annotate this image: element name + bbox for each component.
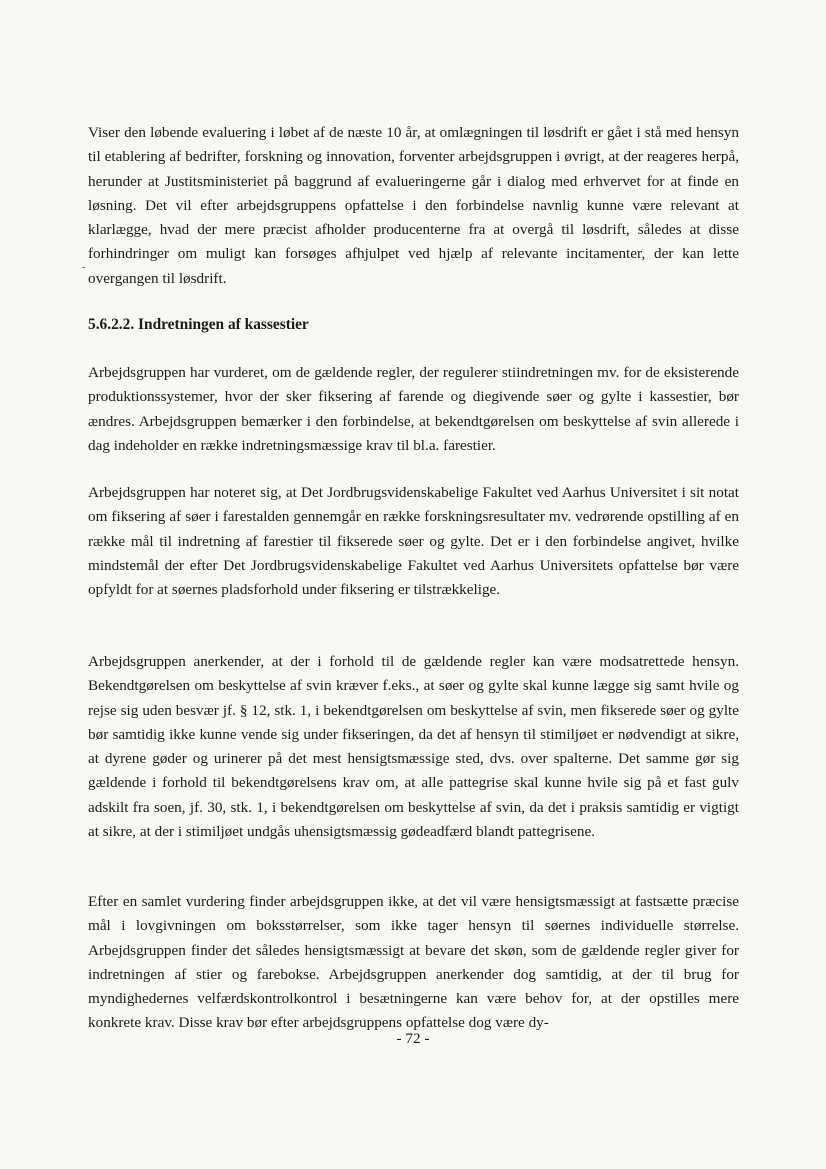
paragraph-text: Efter en samlet vurdering finder arbejdsgruppen ikke, at det vil være hensigtsmæssigt at fastsætte præcise mål i lovgivningen om boksstørrelser, som ikke tager hensyn til søernes individuelle størrelse. Arbejdsgruppen finder det således hensigtsmæssigt at bevare det skøn, som de gældende regler giver for indretningen af stier og farebokse. Arbejdsgruppen anerkender dog samtidig, at der til brug for myndighedernes velfærdskontrolkontrol i besætningerne kan være behov for, at der opstilles mere konkrete krav. Disse krav bør efter arbejdsgruppens opfattelse dog være dy- [88, 893, 739, 1032]
paragraph-overall-assessment [88, 890, 739, 1036]
scan-artifact [82, 267, 85, 268]
paragraph-text: Arbejdsgruppen anerkender, at der i forhold til de gældende regler kan være modsatrettede hensyn. Bekendtgørelsen om beskyttelse af svin kræver f.eks., at søer og gylte skal kunne lægge sig samt hvile og rejse sig uden besvær jf. § 12, stk. 1, i bekendtgørelsen om beskyttelse af svin, men fikserede søer og gylte bør samtidig ikke kunne vende sig under fikseringen, da det af hensyn til stimiljøet er nødvendigt at sikre, at dyrene gøder og urinerer på det mest hensigtsmæssige sted, dvs. over spalterne. Det samme gør sig gældende i forhold til bekendtgørelsens krav om, at alle pattegrise skal kunne hvile sig på et fast gulv adskilt fra soen, jf. 30, stk. 1, i bekendtgørelsen om beskyttelse af svin, da det i praksis samtidig er vigtigt at sikre, at der i stimiljøet undgås uhensigtsmæssig gødeadfærd blandt pattegrisene. [88, 653, 739, 841]
paragraph-evaluation [88, 121, 739, 291]
paragraph-research-note [88, 481, 739, 602]
paragraph-text: Arbejdsgruppen har vurderet, om de gældende regler, der regulerer stiindretningen mv. for de eksisterende produktionssystemer, hvor der sker fiksering af farende og diegivende søer og gylte i kassestier, bør ændres. Arbejdsgruppen bemærker i den forbindelse, at bekendtgørelsen om beskyttelse af svin allerede i dag indeholder en række indretningsmæssige krav til bl.a. farestier. [88, 364, 739, 454]
section-heading: 5.6.2.2. Indretningen af kassestier [88, 316, 309, 333]
paragraph-text: Arbejdsgruppen har noteret sig, at Det Jordbrugsvidenskabelige Fakultet ved Aarhus Universitet i sit notat om fiksering af søer i farestalden gennemgår en række forskningsresultater mv. vedrørende opstilling af en række mål til indretning af farestier til fikserede søer og gylte. Det er i den forbindelse angivet, hvilke mindstemål der efter Det Jordbrugsvidenskabelige Fakultet ved Aarhus Universitets opfattelse bør være opfyldt for at søernes pladsforhold under fiksering er tilstrækkelige. [88, 484, 739, 599]
page-number: - 72 - [396, 1030, 430, 1047]
paragraph-conflicting-considerations [88, 650, 739, 844]
section-heading-block [88, 313, 739, 337]
paragraph-assessment [88, 361, 739, 458]
paragraph-text: Viser den løbende evaluering i løbet af de næste 10 år, at omlægningen til løsdrift er gået i stå med hensyn til etablering af bedrifter, forskning og innovation, forventer arbejdsgruppen i øvrigt, at der reageres herpå, herunder at Justitsministeriet på baggrund af evalueringerne går i dialog med erhvervet for at finde en løsning. Det vil efter arbejdsgruppens opfattelse i den forbindelse navnlig kunne være relevant at klarlægge, hvad der mere præcist afholder producenterne fra at overgå til løsdrift, således at disse forhindringer om muligt kan forsøges afhjulpet ved hjælp af relevante incitamenter, der kan lette overgangen til løsdrift. [88, 124, 739, 287]
